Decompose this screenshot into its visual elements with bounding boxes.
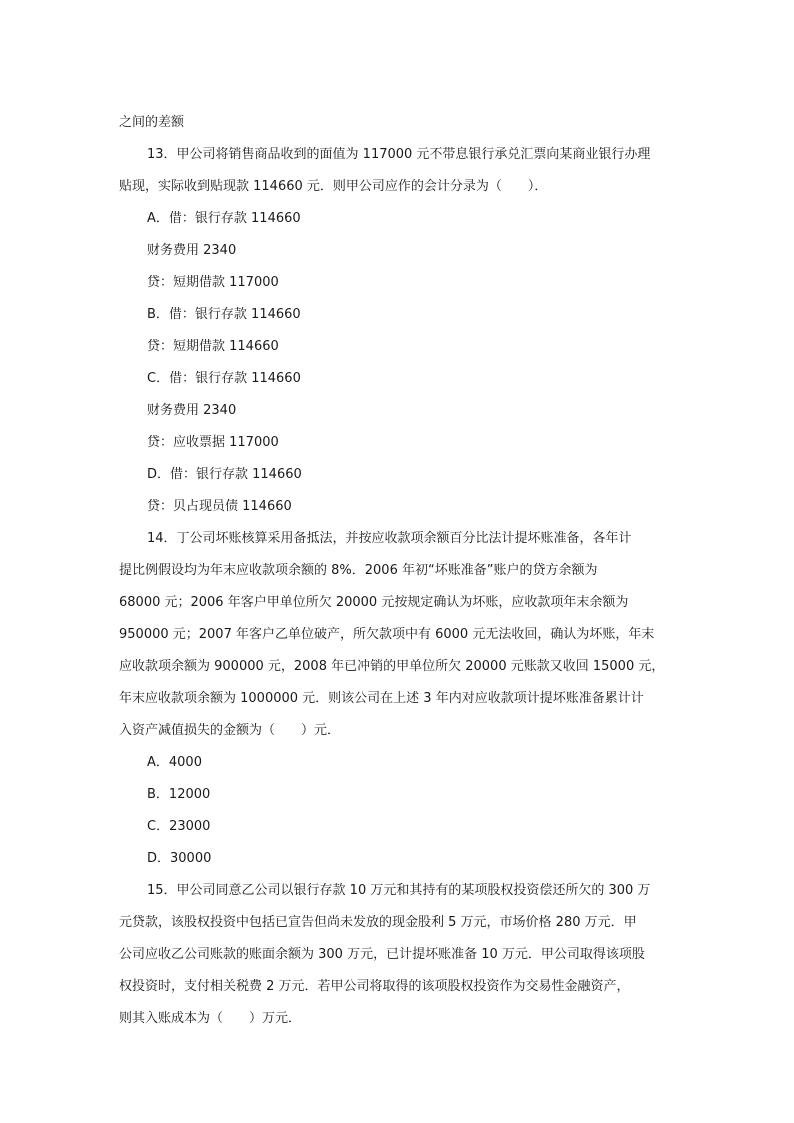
question-15 <box>119 875 679 1035</box>
question-13-option-c-line-2: 财务费用 2340 <box>147 403 237 418</box>
question-14-option-c: C．23000 <box>147 819 211 834</box>
question-14-line-3: 68000 元；2006 年客户甲单位所欠 20000 元按规定确认为坏账，应收款项年末余额为 <box>119 595 629 610</box>
question-14-line-1: 14．丁公司坏账核算采用备抵法，并按应收款项余额百分比法计提坏账准备，各年计 <box>147 531 632 546</box>
question-15-line-5: 则其入账成本为（ ）万元． <box>119 1011 302 1026</box>
question-13-option-a: A．借：银行存款 114660 <box>147 211 301 226</box>
question-13-option-b: B．借：银行存款 114660 <box>147 307 301 322</box>
question-14-line-4: 950000 元；2007 年客户乙单位破产，所欠款项中有 6000 元无法收回，确认为坏账，年末 <box>119 627 655 642</box>
question-15-line-2: 元贷款，该股权投资中包括已宣告但尚未发放的现金股利 5 万元，市场价格 280 万元．甲 <box>119 915 637 930</box>
question-14-option-a: A．4000 <box>147 755 202 770</box>
question-13-option-c-line-3: 贷：应收票据 117000 <box>147 435 279 450</box>
question-14 <box>119 523 679 875</box>
question-15-line-1: 15．甲公司同意乙公司以银行存款 10 万元和其持有的某项股权投资偿还所欠的 300 万 <box>147 883 651 898</box>
question-14-line-7: 入资产减值损失的金额为（ ）元． <box>119 723 341 738</box>
question-13-option-a-line-2: 财务费用 2340 <box>147 243 237 258</box>
question-14-option-d: D．30000 <box>147 851 212 866</box>
question-13-option-d: D．借：银行存款 114660 <box>147 467 302 482</box>
question-13-option-b-line-2: 贷：短期借款 114660 <box>147 339 279 354</box>
question-13-line-1: 13．甲公司将销售商品收到的面值为 117000 元不带息银行承兑汇票向某商业银行办理 <box>147 147 651 162</box>
question-15-line-4: 权投资时，支付相关税费 2 万元．若甲公司将取得的该项股权投资作为交易性金融资产， <box>119 979 630 994</box>
question-14-option-b: B．12000 <box>147 787 211 802</box>
question-13 <box>119 139 679 523</box>
document-body <box>119 107 679 1035</box>
question-13-option-d-line-2: 贷：贝占现员债 114660 <box>147 499 292 514</box>
question-13-line-2: 贴现，实际收到贴现款 114660 元．则甲公司应作的会计分录为（ ）． <box>119 179 548 194</box>
question-15-line-3: 公司应收乙公司账款的账面余额为 300 万元，已计提坏账准备 10 万元．甲公司取得该项股 <box>119 947 645 962</box>
question-14-line-6: 年末应收款项余额为 1000000 元．则该公司在上述 3 年内对应收款项计提坏账准备累计计 <box>119 691 644 706</box>
question-14-line-5: 应收款项余额为 900000 元，2008 年已冲销的甲单位所欠 20000 元账款又收回 15000 元， <box>119 659 665 674</box>
question-13-option-c: C．借：银行存款 114660 <box>147 371 301 386</box>
question-13-option-a-line-3: 贷：短期借款 117000 <box>147 275 279 290</box>
intro-line: 之间的差额 <box>119 115 185 130</box>
question-14-line-2: 提比例假设均为年末应收款项余额的 8%．2006 年初“坏账准备”账户的贷方余额为 <box>119 563 598 578</box>
